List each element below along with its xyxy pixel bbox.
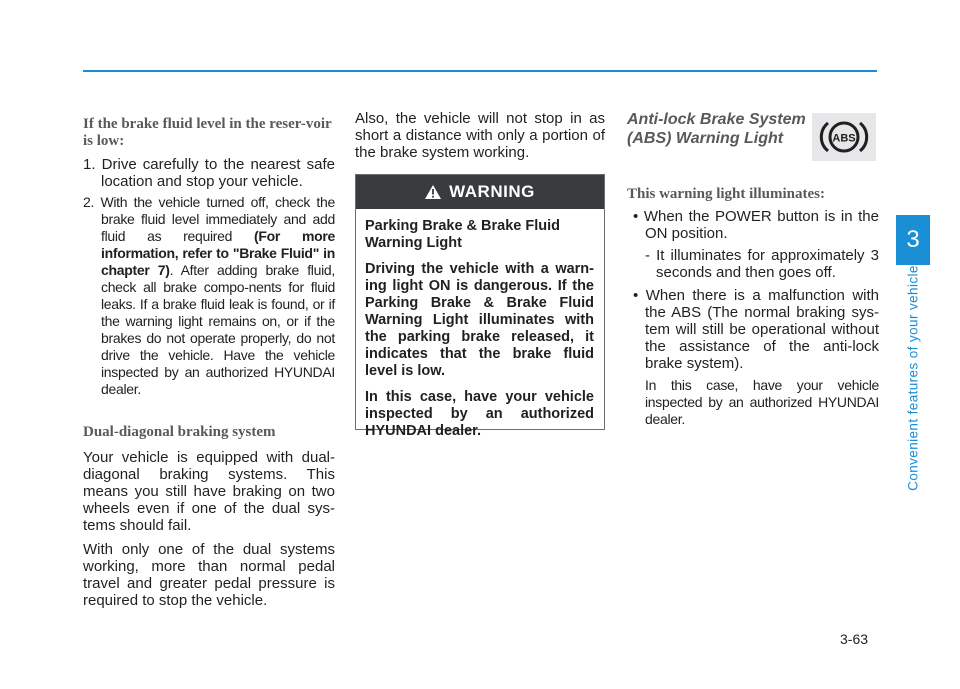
bullet-power-on: • When the POWER button is in the ON position. — [633, 208, 879, 242]
abs-icon-text: ABS — [832, 132, 856, 145]
chapter-title: Convenient features of your vehicle — [905, 265, 921, 491]
partial-brake-para: Also, the vehicle will not stop in as short a distance with only a portion of the brake system working. — [355, 110, 605, 161]
abs-section-title: Anti-lock Brake System (ABS) Warning Light — [627, 111, 806, 147]
dual-diagonal-heading: Dual-diagonal braking system — [83, 424, 276, 440]
step-2-text-b: . After adding brake fluid, check all brake compo-nents for fluid leaks. If a brake fluid leak is found, or if the warning light remains on, or if the brakes do not operate properly, do not drive the vehicle. Have the vehicle inspected by an authorized HYUNDAI dealer. — [101, 262, 335, 397]
bullet-malfunction: • When there is a malfunction with the ABS (The normal braking sys-tem will still be operational without the assistance of the anti-lock brake system). — [633, 287, 879, 372]
chapter-tab: 3 — [896, 215, 930, 265]
column-left — [83, 116, 335, 616]
warning-label: WARNING — [449, 182, 535, 201]
dual-diagonal-para-1: Your vehicle is equipped with dual-diagonal braking systems. This means you still have braking on two wheels even if one of the dual sys-tems should fail. — [83, 449, 335, 534]
column-middle — [355, 110, 605, 168]
abs-note: In this case, have your vehicle inspected by an authorized HYUNDAI dealer. — [645, 377, 879, 427]
column-right — [627, 186, 879, 435]
top-rule — [83, 70, 877, 72]
illuminates-heading: This warning light illuminates: — [627, 186, 825, 202]
sub-illuminates-3s: - It illuminates for approximately 3 seconds and then goes off. — [645, 247, 879, 281]
warning-body — [356, 209, 604, 440]
dual-diagonal-para-2: With only one of the dual systems working, more than normal pedal travel and greater pedal pressure is required to stop the vehicle. — [83, 541, 335, 609]
page-number: 3-63 — [840, 631, 869, 647]
step-2-reference: (For more information, refer to "Brake Fluid" in chapter 7) — [101, 228, 335, 278]
warning-title: Parking Brake & Brake Fluid Warning Light — [365, 218, 561, 251]
step-2 — [83, 194, 335, 398]
warning-text-2: In this case, have your vehicle inspected by an authorized HYUNDAI dealer. — [365, 389, 594, 439]
warning-header — [356, 175, 604, 209]
abs-warning-light-icon — [812, 113, 876, 161]
step-1: 1. Drive carefully to the nearest safe location and stop your vehicle. — [83, 156, 335, 190]
warning-triangle-icon — [425, 185, 441, 199]
abs-icon — [819, 117, 869, 157]
warning-text-1: Driving the vehicle with a warn-ing light ON is dangerous. If the Parking Brake & Brake Fluid Warning Light illuminates with the parking brake released, it indicates that the brake fluid level is low. — [365, 261, 594, 379]
warning-box — [355, 174, 605, 439]
step-2-text-a: 2. With the vehicle turned off, check the brake fluid level immediately and add fluid as required — [83, 194, 335, 244]
brake-fluid-low-heading: If the brake fluid level in the reser-voir is low: — [83, 116, 332, 149]
